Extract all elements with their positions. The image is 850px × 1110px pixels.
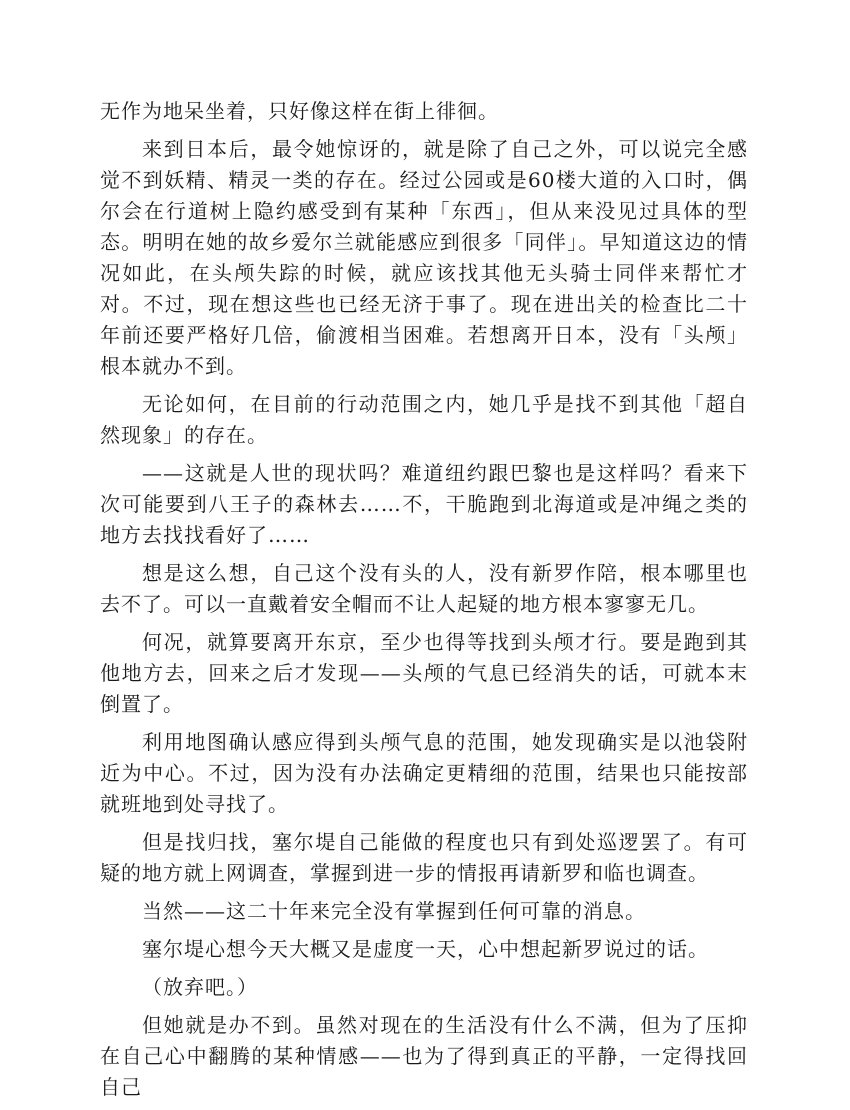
paragraph: 无作为地呆坐着，只好像这样在街上徘徊。 (100, 99, 499, 123)
paragraph: 但她就是办不到。虽然对现在的生活没有什么不满，但为了压抑在自己心中翻腾的某种情感——也为了得到真正的平静，一定得找回自己 (100, 1013, 748, 1099)
paragraph: 来到日本后，最令她惊讶的，就是除了自己之外，可以说完全感觉不到妖精、精灵一类的存在。经过公园或是60楼大道的入口时，偶尔会在行道树上隐约感受到有某种「东西」，但从来没见过具体的型态。明明在她的故乡爱尔兰就能感应到很多「同伴」。早知道这边的情况如此，在头颅失踪的时候，就应该找其他无头骑士同伴来帮忙才对。不过，现在想这些也已经无济于事了。现在进出关的检查比二十年前还要严格好几倍，偷渡相当困难。若想离开日本，没有「头颅」根本就办不到。 (100, 137, 748, 378)
paragraph: 但是找归找，塞尔堤自己能做的程度也只有到处巡逻罢了。有可疑的地方就上网调查，掌握到进一步的情报再请新罗和临也调查。 (100, 830, 748, 885)
paragraph: 利用地图确认感应得到头颅气息的范围，她发现确实是以池袋附近为中心。不过，因为没有办法确定更精细的范围，结果也只能按部就班地到处寻找了。 (100, 730, 748, 816)
paragraph: 无论如何，在目前的行动范围之内，她几乎是找不到其他「超自然现象」的存在。 (100, 392, 748, 447)
paragraph: （放弃吧。） (142, 975, 258, 999)
paragraph: 塞尔堤心想今天大概又是虚度一天，心中想起新罗说过的话。 (142, 937, 709, 961)
document-page (100, 96, 748, 1110)
paragraph: 想是这么想，自己这个没有头的人，没有新罗作陪，根本哪里也去不了。可以一直戴着安全帽而不让人起疑的地方根本寥寥无几。 (100, 561, 748, 616)
paragraph: 当然——这二十年来完全没有掌握到任何可靠的消息。 (142, 899, 646, 923)
paragraph: 何况，就算要离开东京，至少也得等找到头颅才行。要是跑到其他地方去，回来之后才发现——头颅的气息已经消失的话，可就本末倒置了。 (100, 630, 748, 716)
paragraph: ——这就是人世的现状吗？难道纽约跟巴黎也是这样吗？看来下次可能要到八王子的森林去……不，干脆跑到北海道或是冲绳之类的地方去找找看好了…… (100, 461, 748, 547)
